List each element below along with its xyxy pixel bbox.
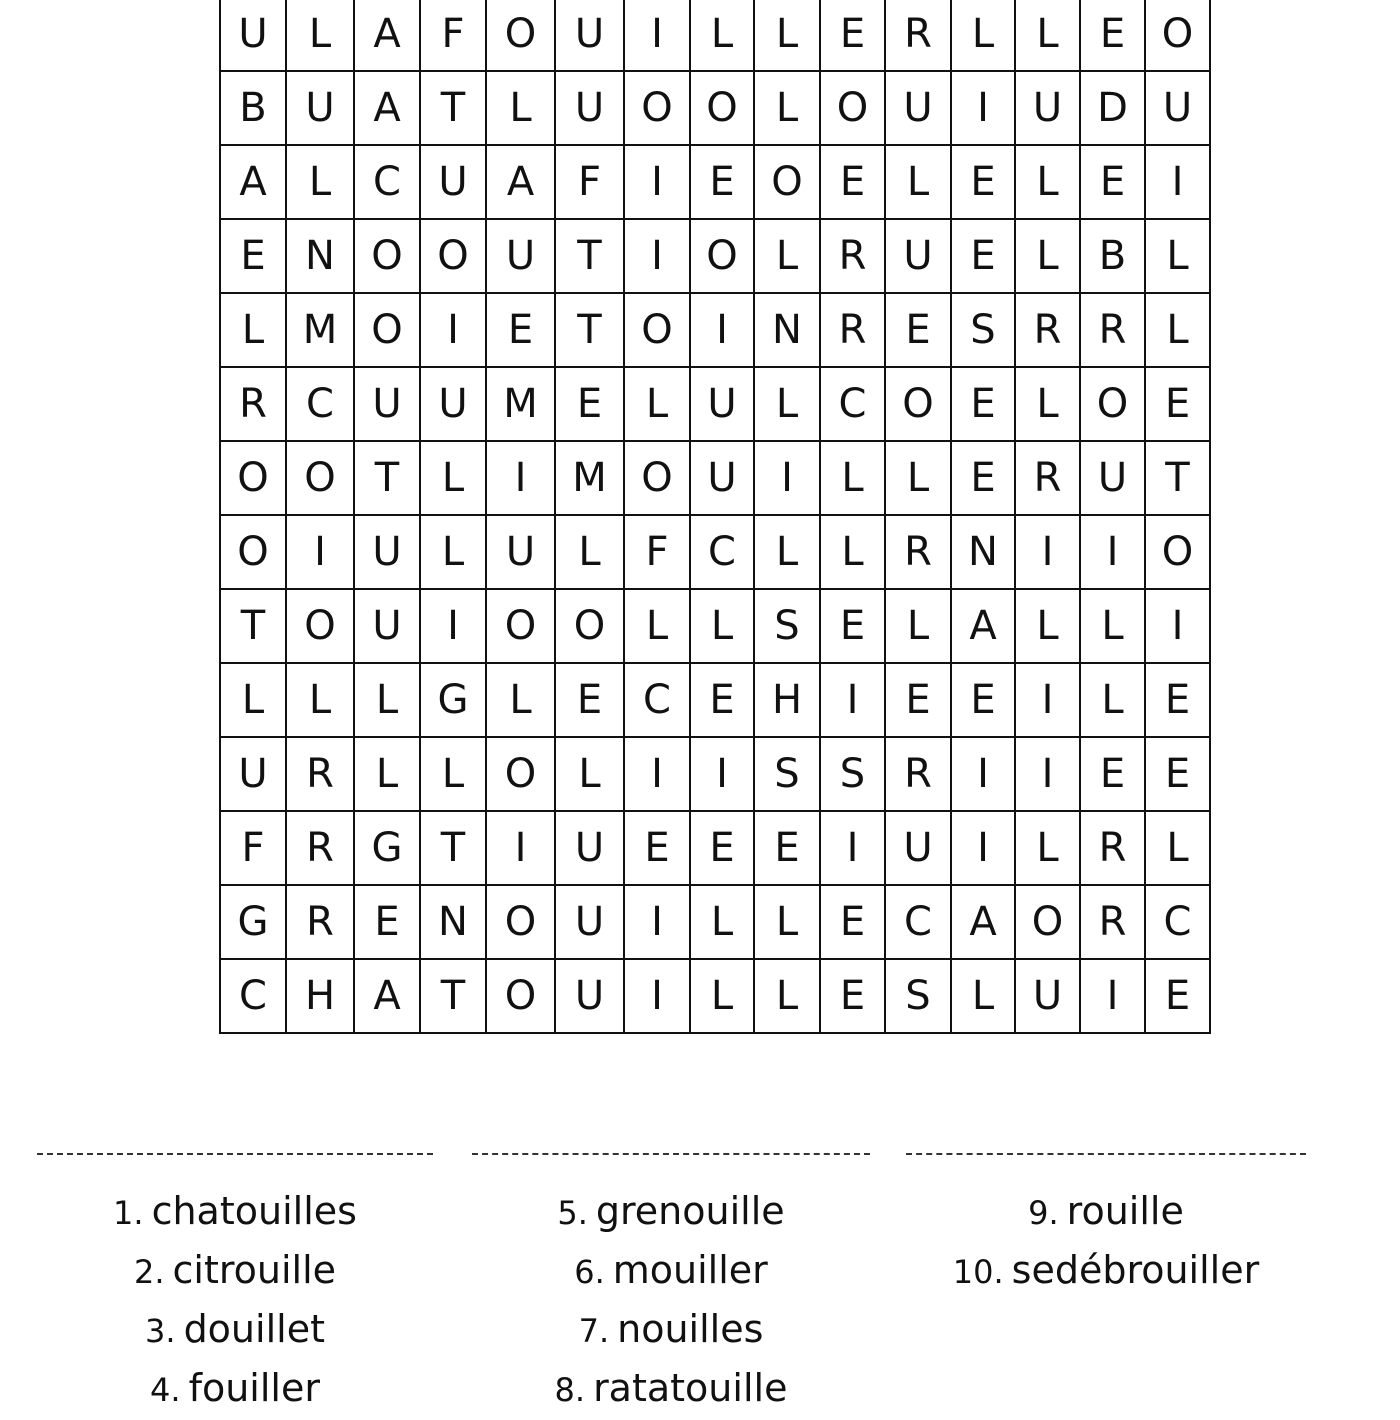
grid-cell[interactable]: U: [690, 367, 754, 441]
grid-cell[interactable]: U: [690, 441, 754, 515]
word-list-item: [37, 1241, 433, 1300]
grid-cell[interactable]: I: [624, 145, 690, 219]
grid-cell[interactable]: E: [354, 885, 420, 959]
grid-cell[interactable]: O: [220, 515, 286, 589]
word-list-column-3: [906, 1182, 1306, 1300]
grid-cell[interactable]: I: [624, 959, 690, 1033]
grid-cell[interactable]: R: [820, 293, 885, 367]
grid-cell[interactable]: U: [885, 811, 951, 885]
grid-cell[interactable]: U: [286, 71, 354, 145]
grid-cell[interactable]: U: [486, 515, 555, 589]
grid-row: [220, 737, 1210, 811]
answer-line-1: [37, 1153, 433, 1155]
word-number: 1.: [113, 1194, 144, 1232]
grid-cell[interactable]: E: [820, 959, 885, 1033]
word-number: 3.: [145, 1312, 176, 1350]
word-number: 10.: [952, 1253, 1004, 1291]
grid-cell[interactable]: E: [1145, 959, 1210, 1033]
word-text: douillet: [183, 1307, 325, 1351]
grid-cell[interactable]: I: [624, 0, 690, 71]
grid-cell[interactable]: R: [820, 219, 885, 293]
grid-cell[interactable]: I: [1080, 515, 1145, 589]
grid-cell[interactable]: L: [690, 885, 754, 959]
grid-cell[interactable]: A: [220, 145, 286, 219]
grid-cell[interactable]: L: [624, 367, 690, 441]
grid-row: [220, 959, 1210, 1033]
grid-cell[interactable]: L: [486, 71, 555, 145]
grid-cell[interactable]: C: [286, 367, 354, 441]
word-number: 9.: [1028, 1194, 1059, 1232]
grid-row: [220, 885, 1210, 959]
grid-cell[interactable]: T: [420, 959, 486, 1033]
grid-cell[interactable]: A: [354, 959, 420, 1033]
grid-cell[interactable]: A: [951, 885, 1015, 959]
grid-cell[interactable]: U: [1145, 71, 1210, 145]
grid-cell[interactable]: S: [754, 589, 820, 663]
grid-cell[interactable]: U: [555, 811, 624, 885]
grid-cell[interactable]: M: [486, 367, 555, 441]
grid-cell[interactable]: G: [220, 885, 286, 959]
grid-cell[interactable]: R: [1080, 885, 1145, 959]
grid-cell[interactable]: L: [885, 145, 951, 219]
grid-cell[interactable]: O: [286, 441, 354, 515]
grid-cell[interactable]: I: [754, 441, 820, 515]
grid-cell[interactable]: R: [1080, 811, 1145, 885]
grid-cell[interactable]: L: [754, 959, 820, 1033]
grid-cell[interactable]: G: [354, 811, 420, 885]
grid-cell[interactable]: L: [885, 441, 951, 515]
grid-row: [220, 663, 1210, 737]
grid-cell[interactable]: I: [486, 811, 555, 885]
grid-cell[interactable]: U: [555, 0, 624, 71]
grid-cell[interactable]: O: [486, 959, 555, 1033]
grid-cell[interactable]: S: [820, 737, 885, 811]
grid-cell[interactable]: E: [1145, 367, 1210, 441]
grid-cell[interactable]: O: [486, 737, 555, 811]
grid-row: [220, 219, 1210, 293]
grid-cell[interactable]: I: [624, 219, 690, 293]
word-text: grenouille: [595, 1189, 785, 1233]
grid-cell[interactable]: O: [486, 589, 555, 663]
word-number: 8.: [554, 1371, 586, 1409]
grid-row: [220, 0, 1210, 71]
grid-cell[interactable]: E: [1080, 145, 1145, 219]
grid-cell[interactable]: I: [420, 293, 486, 367]
grid-cell[interactable]: E: [1145, 663, 1210, 737]
grid-cell[interactable]: M: [555, 441, 624, 515]
grid-row: [220, 293, 1210, 367]
grid-cell[interactable]: U: [420, 367, 486, 441]
grid-cell[interactable]: I: [951, 811, 1015, 885]
grid-cell[interactable]: E: [555, 663, 624, 737]
grid-cell[interactable]: O: [420, 219, 486, 293]
grid-cell[interactable]: U: [1080, 441, 1145, 515]
grid-cell[interactable]: R: [286, 885, 354, 959]
grid-cell[interactable]: L: [220, 293, 286, 367]
grid-cell[interactable]: U: [885, 71, 951, 145]
grid-cell[interactable]: L: [420, 737, 486, 811]
grid-cell[interactable]: L: [951, 0, 1015, 71]
grid-cell[interactable]: C: [354, 145, 420, 219]
grid-cell[interactable]: T: [354, 441, 420, 515]
grid-cell[interactable]: E: [486, 293, 555, 367]
word-list-item: [906, 1182, 1306, 1241]
grid-cell[interactable]: E: [885, 293, 951, 367]
grid-cell[interactable]: O: [624, 441, 690, 515]
grid-cell[interactable]: L: [354, 737, 420, 811]
grid-cell[interactable]: S: [754, 737, 820, 811]
grid-cell[interactable]: E: [690, 811, 754, 885]
grid-cell[interactable]: L: [420, 515, 486, 589]
grid-cell[interactable]: E: [220, 219, 286, 293]
word-text: sedébrouiller: [1011, 1248, 1260, 1292]
grid-cell[interactable]: H: [754, 663, 820, 737]
grid-cell[interactable]: L: [885, 589, 951, 663]
grid-cell[interactable]: B: [1080, 219, 1145, 293]
grid-cell[interactable]: L: [1145, 293, 1210, 367]
grid-cell[interactable]: L: [1080, 663, 1145, 737]
grid-cell[interactable]: L: [420, 441, 486, 515]
grid-cell[interactable]: A: [354, 71, 420, 145]
grid-cell[interactable]: I: [1145, 589, 1210, 663]
grid-cell[interactable]: U: [555, 959, 624, 1033]
grid-cell[interactable]: R: [885, 737, 951, 811]
grid-cell[interactable]: L: [754, 0, 820, 71]
grid-row: [220, 145, 1210, 219]
grid-cell[interactable]: L: [555, 737, 624, 811]
grid-cell[interactable]: L: [286, 0, 354, 71]
grid-cell[interactable]: T: [1145, 441, 1210, 515]
grid-cell[interactable]: E: [624, 811, 690, 885]
word-text: nouilles: [617, 1307, 764, 1351]
grid-cell[interactable]: T: [555, 219, 624, 293]
grid-cell[interactable]: E: [951, 663, 1015, 737]
grid-cell[interactable]: N: [286, 219, 354, 293]
grid-cell[interactable]: L: [820, 441, 885, 515]
grid-cell[interactable]: I: [1015, 663, 1080, 737]
grid-cell[interactable]: U: [555, 71, 624, 145]
grid-cell[interactable]: F: [624, 515, 690, 589]
grid-cell[interactable]: U: [354, 589, 420, 663]
word-list-item: [472, 1241, 870, 1300]
grid-cell[interactable]: O: [1145, 515, 1210, 589]
grid-cell[interactable]: O: [486, 885, 555, 959]
grid-cell[interactable]: O: [690, 219, 754, 293]
grid-cell[interactable]: I: [286, 515, 354, 589]
grid-cell[interactable]: L: [690, 959, 754, 1033]
grid-cell[interactable]: L: [286, 663, 354, 737]
grid-cell[interactable]: N: [951, 515, 1015, 589]
grid-cell[interactable]: E: [820, 589, 885, 663]
grid-cell[interactable]: C: [820, 367, 885, 441]
word-number: 2.: [133, 1253, 165, 1291]
grid-cell[interactable]: N: [420, 885, 486, 959]
grid-cell[interactable]: L: [820, 515, 885, 589]
grid-cell[interactable]: I: [690, 293, 754, 367]
grid-row: [220, 515, 1210, 589]
grid-cell[interactable]: L: [951, 959, 1015, 1033]
grid-cell[interactable]: U: [555, 885, 624, 959]
word-text: ratatouille: [593, 1366, 788, 1410]
grid-row: [220, 589, 1210, 663]
grid-cell[interactable]: I: [820, 663, 885, 737]
grid-cell[interactable]: S: [885, 959, 951, 1033]
grid-cell[interactable]: I: [1015, 737, 1080, 811]
word-number: 7.: [578, 1312, 610, 1350]
word-list-item: [472, 1182, 870, 1241]
grid-cell[interactable]: H: [286, 959, 354, 1033]
grid-cell[interactable]: C: [624, 663, 690, 737]
grid-cell[interactable]: O: [486, 0, 555, 71]
grid-cell[interactable]: T: [555, 293, 624, 367]
grid-cell[interactable]: O: [1145, 0, 1210, 71]
grid-cell[interactable]: E: [820, 0, 885, 71]
grid-cell[interactable]: A: [486, 145, 555, 219]
grid-cell[interactable]: T: [420, 71, 486, 145]
grid-cell[interactable]: L: [754, 367, 820, 441]
grid-cell[interactable]: O: [555, 589, 624, 663]
grid-cell[interactable]: E: [690, 663, 754, 737]
grid-cell[interactable]: N: [754, 293, 820, 367]
grid-row: [220, 441, 1210, 515]
grid-cell[interactable]: O: [754, 145, 820, 219]
word-list-column-2: [472, 1182, 870, 1418]
grid-cell[interactable]: L: [1015, 219, 1080, 293]
grid-cell[interactable]: I: [951, 71, 1015, 145]
grid-cell[interactable]: L: [754, 219, 820, 293]
grid-cell[interactable]: I: [486, 441, 555, 515]
answer-line-2: [472, 1153, 870, 1155]
word-text: citrouille: [172, 1248, 337, 1292]
grid-cell[interactable]: O: [624, 71, 690, 145]
grid-cell[interactable]: L: [1015, 0, 1080, 71]
grid-cell[interactable]: E: [1080, 0, 1145, 71]
grid-cell[interactable]: I: [820, 811, 885, 885]
word-list-item: [472, 1359, 870, 1418]
grid-cell[interactable]: I: [624, 737, 690, 811]
grid-cell[interactable]: O: [690, 71, 754, 145]
grid-cell[interactable]: I: [1080, 959, 1145, 1033]
grid-cell[interactable]: L: [690, 0, 754, 71]
grid-cell[interactable]: L: [1015, 367, 1080, 441]
word-list-item: [906, 1241, 1306, 1300]
grid-row: [220, 367, 1210, 441]
word-number: 4.: [150, 1371, 181, 1409]
grid-cell[interactable]: E: [1080, 737, 1145, 811]
grid-cell[interactable]: U: [354, 515, 420, 589]
grid-cell[interactable]: R: [885, 0, 951, 71]
grid-cell[interactable]: O: [220, 441, 286, 515]
grid-cell[interactable]: L: [486, 663, 555, 737]
grid-cell[interactable]: B: [220, 71, 286, 145]
grid-cell[interactable]: O: [286, 589, 354, 663]
grid-cell[interactable]: U: [420, 145, 486, 219]
grid-cell[interactable]: R: [1080, 293, 1145, 367]
grid-cell[interactable]: R: [220, 367, 286, 441]
grid-cell[interactable]: C: [220, 959, 286, 1033]
grid-cell[interactable]: R: [885, 515, 951, 589]
letter-grid: [219, 0, 1211, 1034]
grid-cell[interactable]: L: [690, 589, 754, 663]
grid-cell[interactable]: L: [220, 663, 286, 737]
grid-cell[interactable]: T: [420, 811, 486, 885]
grid-cell[interactable]: I: [420, 589, 486, 663]
grid-cell[interactable]: E: [1145, 737, 1210, 811]
grid-cell[interactable]: O: [1080, 367, 1145, 441]
grid-cell[interactable]: E: [690, 145, 754, 219]
grid-cell[interactable]: L: [624, 589, 690, 663]
grid-cell[interactable]: M: [286, 293, 354, 367]
grid-row: [220, 71, 1210, 145]
word-number: 6.: [574, 1253, 605, 1291]
grid-cell[interactable]: L: [1015, 589, 1080, 663]
word-text: chatouilles: [151, 1189, 357, 1233]
grid-cell[interactable]: C: [885, 885, 951, 959]
grid-cell[interactable]: U: [1015, 959, 1080, 1033]
word-text: mouiller: [612, 1248, 768, 1292]
grid-cell[interactable]: L: [754, 71, 820, 145]
grid-cell[interactable]: L: [1015, 811, 1080, 885]
grid-cell[interactable]: L: [286, 145, 354, 219]
grid-cell[interactable]: G: [420, 663, 486, 737]
word-text: rouille: [1066, 1189, 1184, 1233]
grid-cell[interactable]: D: [1080, 71, 1145, 145]
grid-cell[interactable]: O: [354, 219, 420, 293]
grid-cell[interactable]: I: [690, 737, 754, 811]
grid-cell[interactable]: O: [624, 293, 690, 367]
grid-cell[interactable]: U: [1015, 71, 1080, 145]
grid-cell[interactable]: L: [754, 885, 820, 959]
grid-cell[interactable]: E: [754, 811, 820, 885]
grid-cell[interactable]: O: [354, 293, 420, 367]
grid-cell[interactable]: L: [1145, 811, 1210, 885]
grid-cell[interactable]: R: [286, 737, 354, 811]
grid-cell[interactable]: F: [220, 811, 286, 885]
word-list-item: [37, 1300, 433, 1359]
grid-cell[interactable]: O: [820, 71, 885, 145]
grid-cell[interactable]: O: [885, 367, 951, 441]
grid-cell[interactable]: I: [1015, 515, 1080, 589]
grid-cell[interactable]: R: [286, 811, 354, 885]
grid-cell[interactable]: A: [354, 0, 420, 71]
grid-cell[interactable]: F: [555, 145, 624, 219]
grid-cell[interactable]: E: [951, 441, 1015, 515]
answer-line-3: [906, 1153, 1306, 1155]
grid-cell[interactable]: R: [1015, 293, 1080, 367]
grid-cell[interactable]: E: [951, 367, 1015, 441]
grid-cell[interactable]: L: [1015, 145, 1080, 219]
grid-cell[interactable]: I: [951, 737, 1015, 811]
grid-cell[interactable]: I: [1145, 145, 1210, 219]
grid-cell[interactable]: L: [354, 663, 420, 737]
grid-cell[interactable]: E: [820, 885, 885, 959]
grid-cell[interactable]: F: [420, 0, 486, 71]
grid-cell[interactable]: L: [754, 515, 820, 589]
word-number: 5.: [557, 1194, 588, 1232]
grid-cell[interactable]: I: [624, 885, 690, 959]
grid-cell[interactable]: A: [951, 589, 1015, 663]
grid-cell[interactable]: E: [885, 663, 951, 737]
grid-cell[interactable]: O: [1015, 885, 1080, 959]
grid-cell[interactable]: R: [1015, 441, 1080, 515]
grid-cell[interactable]: C: [690, 515, 754, 589]
grid-cell[interactable]: S: [951, 293, 1015, 367]
grid-cell[interactable]: L: [1080, 589, 1145, 663]
grid-cell[interactable]: U: [220, 737, 286, 811]
grid-cell[interactable]: L: [555, 515, 624, 589]
grid-cell[interactable]: E: [951, 219, 1015, 293]
grid-cell[interactable]: U: [354, 367, 420, 441]
grid-cell[interactable]: U: [486, 219, 555, 293]
grid-cell[interactable]: C: [1145, 885, 1210, 959]
grid-cell[interactable]: E: [555, 367, 624, 441]
word-text: fouiller: [188, 1366, 320, 1410]
grid-cell[interactable]: U: [885, 219, 951, 293]
word-list-item: [37, 1182, 433, 1241]
word-list-column-1: [37, 1182, 433, 1418]
grid-cell[interactable]: L: [1145, 219, 1210, 293]
word-list-item: [472, 1300, 870, 1359]
word-list-item: [37, 1359, 433, 1418]
grid-cell[interactable]: U: [220, 0, 286, 71]
grid-cell[interactable]: E: [951, 145, 1015, 219]
grid-cell[interactable]: E: [820, 145, 885, 219]
grid-row: [220, 811, 1210, 885]
grid-cell[interactable]: T: [220, 589, 286, 663]
